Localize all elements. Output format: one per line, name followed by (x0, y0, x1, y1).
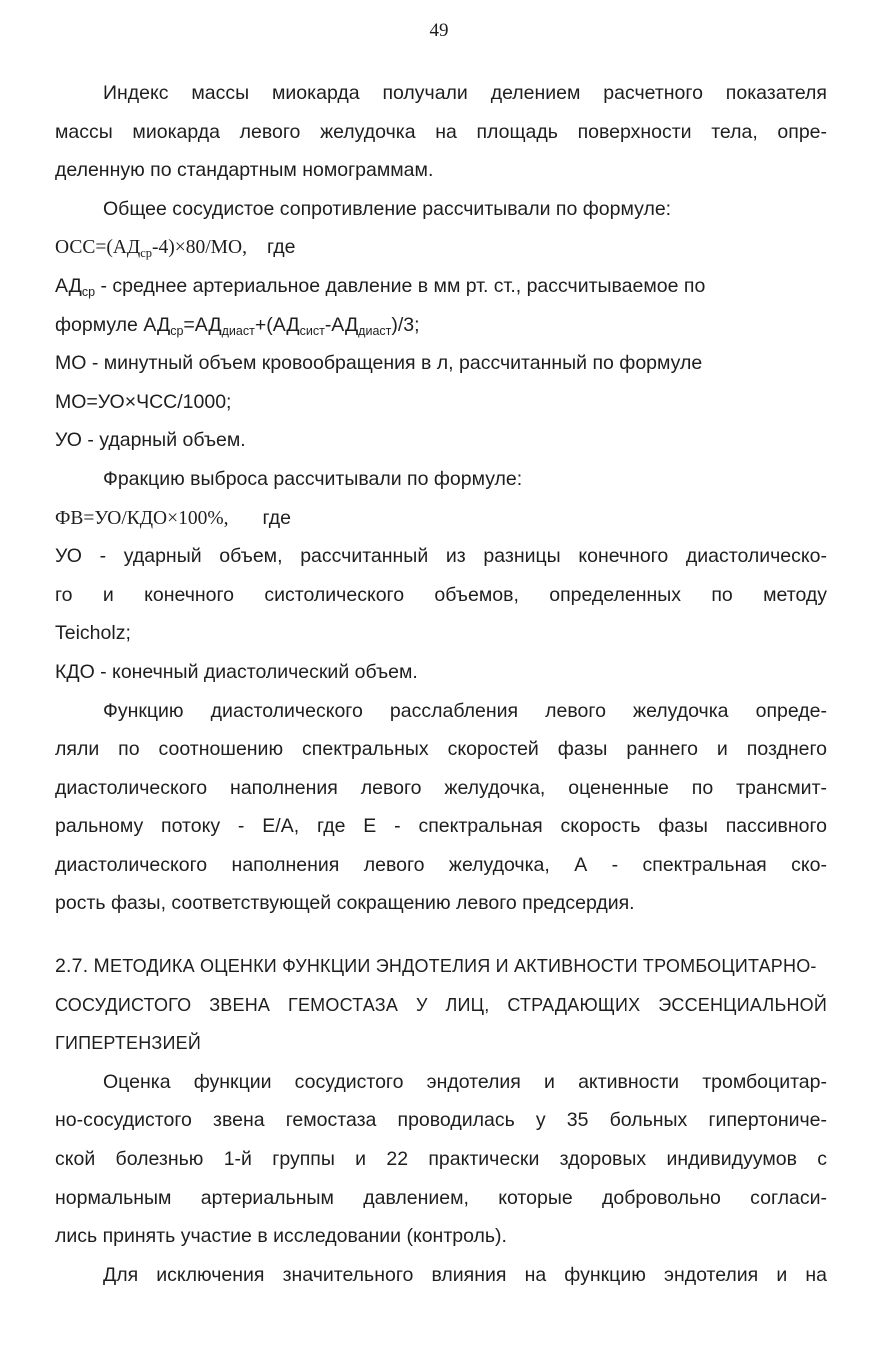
text-part: =АД (183, 313, 222, 336)
text-part: )/3; (391, 313, 420, 336)
section-heading-line3: ГИПЕРТЕНЗИЕЙ (55, 1033, 201, 1054)
text-line: Функцию диастолического расслабления левого желудочка опреде- (103, 699, 827, 722)
definition-ad-line1 (55, 267, 827, 306)
formula-subscript: ср (140, 246, 153, 261)
text-line: Общее сосудистое сопротивление рассчитывали по формуле: (103, 197, 672, 220)
subscript: диаст (358, 323, 392, 338)
text-line: Оценка функции сосудистого эндотелия и активности тромбоцитар- (103, 1070, 827, 1093)
subscript: ср (81, 284, 96, 299)
text-line: МО - минутный объем кровообращения в л, рассчитанный по формуле (55, 352, 703, 375)
text-line: диастолического наполнения левого желудочка, оцененные по трансмит- (55, 776, 827, 799)
text-part: -АД (324, 313, 359, 336)
text-line: МО=УО×ЧСС/1000; (55, 390, 232, 413)
formula-where: где (262, 506, 291, 529)
subscript: сист (299, 323, 325, 338)
formula-occ (55, 228, 827, 267)
text-line: нормальным артериальным давлением, которые добровольно согласи- (55, 1186, 827, 1209)
section-number: 2.7. (55, 955, 89, 978)
subscript: ср (170, 323, 184, 338)
formula-fv (55, 499, 827, 538)
text-line: лись принять участие в исследовании (контроль). (55, 1225, 507, 1248)
text-line: КДО - конечный диастолический объем. (55, 660, 418, 683)
text-line: Фракцию выброса рассчитывали по формуле: (103, 467, 523, 490)
formula-part: ОСС=(АД (55, 237, 141, 259)
formula-part: ФВ=УО/КДО×100%, (55, 507, 229, 529)
section-heading-text: ЕТОДИКА ОЦЕНКИ ФУНКЦИИ ЭНДОТЕЛИЯ И АКТИВНОСТИ ТРОМБОЦИТАРНО- (109, 956, 817, 977)
document-body (55, 74, 827, 1294)
text-line: УО - ударный объем. (55, 429, 246, 452)
text-line: ляли по соотношению спектральных скоростей фазы раннего и позднего (55, 738, 827, 761)
page-number: 49 (429, 20, 449, 41)
text-part: +(АД (254, 313, 300, 336)
text-line: рость фазы, соответствующей сокращению левого предсердия. (55, 892, 635, 915)
text-part: АД (55, 274, 82, 297)
text-line: Для исключения значительного влияния на функцию эндотелия и на (103, 1263, 827, 1286)
text-part: - среднее артериальное давление в мм рт. ст., рассчитываемое по (95, 274, 706, 297)
text-line: массы миокарда левого желудочка на площадь поверхности тела, опре- (55, 120, 827, 143)
subscript: диаст (221, 323, 255, 338)
section-heading-line2: СОСУДИСТОГО ЗВЕНА ГЕМОСТАЗА У ЛИЦ, СТРАДАЮЩИХ ЭССЕНЦИАЛЬНОЙ (55, 994, 827, 1015)
definition-ad-line2 (55, 306, 827, 345)
text-line: Teicholz; (55, 622, 131, 645)
section-heading-line1 (55, 947, 827, 986)
text-line: диастолического наполнения левого желудочка, А - спектральная ско- (55, 853, 827, 876)
text-line: го и конечного систолического объемов, определенных по методу (55, 583, 827, 606)
text-line: Индекс массы миокарда получали делением расчетного показателя (103, 82, 827, 104)
text-part: формуле АД (55, 313, 171, 336)
text-line: УО - ударный объем, рассчитанный из разницы конечного диастолическо- (55, 545, 827, 568)
text-line: деленную по стандартным номограммам. (55, 159, 434, 182)
text-line: ской болезнью 1-й группы и 22 практически здоровых индивидуумов с (55, 1148, 827, 1171)
text-line: ральному потоку - Е/А, где Е - спектральная скорость фазы пассивного (55, 815, 827, 838)
section-cap: М (93, 955, 110, 978)
text-line: но-сосудистого звена гемостаза проводилась у 35 больных гипертониче- (55, 1109, 827, 1132)
formula-part: -4)×80/МО, (152, 237, 247, 259)
formula-where: где (266, 236, 296, 259)
